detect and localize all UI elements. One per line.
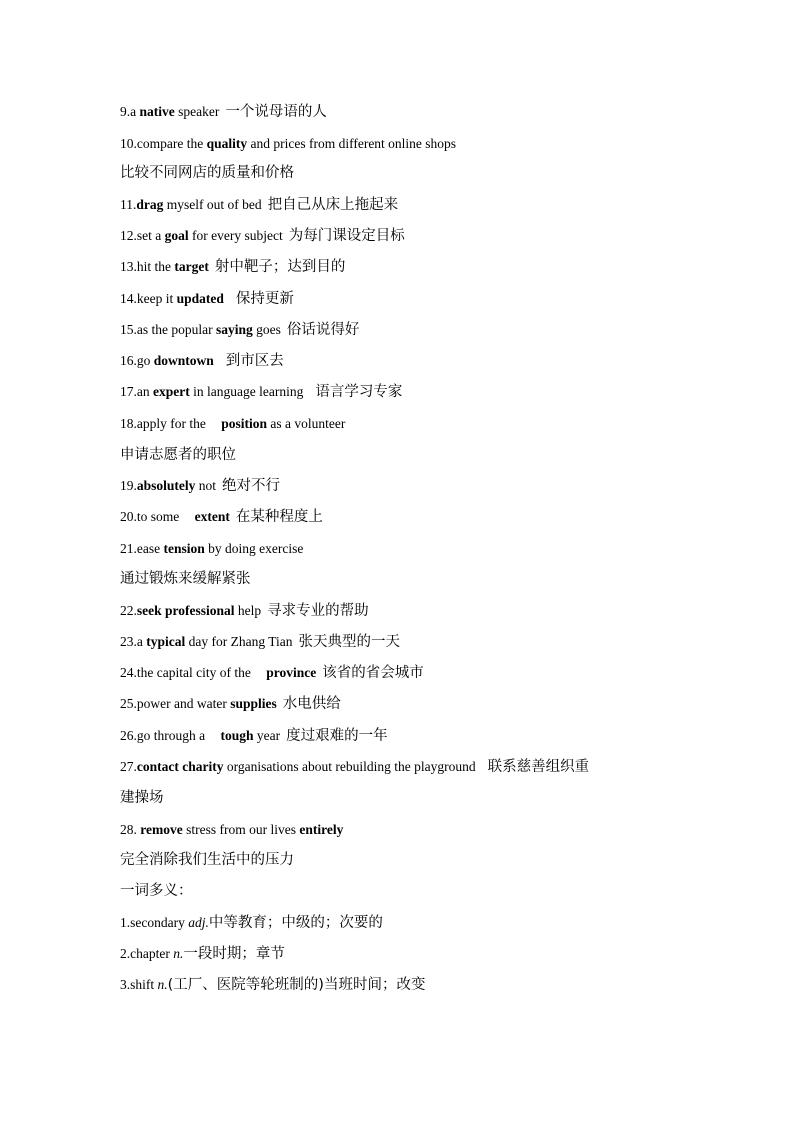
vocab-prefix: 27. — [120, 759, 137, 774]
vocab-keyword: contact charity — [136, 759, 224, 774]
vocab-translation: 俗话说得好 — [286, 322, 360, 338]
vocab-prefix: 21.ease — [120, 541, 164, 556]
vocab-item-11 — [120, 195, 720, 215]
vocab-item-22 — [120, 601, 720, 621]
vocab-keyword: remove — [140, 822, 183, 837]
vocab-keyword: downtown — [153, 353, 214, 368]
vocab-item-27 — [120, 757, 720, 777]
polysemy-section-title — [120, 881, 720, 901]
vocab-suffix: by doing exercise — [204, 541, 304, 556]
part-of-speech: adj. — [188, 915, 209, 930]
vocab-prefix: 28. — [120, 822, 141, 837]
vocab-translation: 该省的省会城市 — [322, 665, 424, 681]
vocab-item-23 — [120, 632, 720, 652]
vocab-translation: 在某种程度上 — [235, 509, 323, 525]
vocab-keyword: native — [139, 104, 175, 119]
vocab-keyword: quality — [206, 136, 248, 151]
vocab-keyword: expert — [153, 384, 190, 399]
vocab-keyword: position — [221, 416, 268, 431]
vocab-item-15 — [120, 320, 720, 340]
vocab-keyword: extent — [194, 509, 230, 524]
vocab-item-9 — [120, 102, 720, 122]
vocab-item-27-translation-cont — [120, 788, 720, 808]
vocab-suffix: stress from our lives — [182, 822, 300, 837]
vocab-translation: 完全消除我们生活中的压力 — [120, 852, 294, 868]
vocab-prefix: 9.a — [120, 104, 140, 119]
vocab-item-14 — [120, 289, 720, 309]
vocab-prefix: 14.keep it — [120, 291, 177, 306]
polysemy-word: 1.secondary — [120, 915, 189, 930]
vocab-suffix: and prices from different online shops — [247, 136, 457, 151]
polysemy-meaning: 一段时期；章节 — [183, 946, 285, 962]
part-of-speech: n. — [173, 946, 184, 961]
vocab-translation: 到市区去 — [225, 353, 284, 369]
vocab-suffix: day for Zhang Tian — [185, 634, 293, 649]
vocab-suffix: as a volunteer — [267, 416, 346, 431]
vocab-keyword: drag — [136, 197, 164, 212]
vocab-item-10-translation — [120, 163, 720, 183]
vocab-prefix: 12.set a — [120, 228, 165, 243]
vocab-keyword: target — [174, 259, 209, 274]
vocab-translation: 比较不同网店的质量和价格 — [120, 165, 294, 181]
vocab-translation: 联系慈善组织重 — [487, 759, 590, 775]
vocab-keyword: supplies — [230, 696, 277, 711]
vocab-item-26 — [120, 726, 720, 746]
vocab-translation: 申请志愿者的职位 — [120, 447, 236, 463]
vocab-translation: 保持更新 — [235, 291, 294, 307]
vocab-keyword: typical — [146, 634, 186, 649]
part-of-speech: n. — [157, 977, 168, 992]
vocab-item-19 — [120, 476, 720, 496]
polysemy-meaning: 中等教育；中级的；次要的 — [208, 915, 383, 931]
vocab-item-12 — [120, 226, 720, 246]
vocab-keyword: tough — [220, 728, 254, 743]
vocab-suffix: not — [195, 478, 217, 493]
vocab-prefix: 23.a — [120, 634, 147, 649]
vocab-suffix: speaker — [174, 104, 220, 119]
vocab-translation: 语言学习专家 — [315, 384, 403, 400]
vocab-prefix: 20.to some — [120, 509, 183, 524]
vocab-item-28-translation — [120, 850, 720, 870]
vocab-item-21-translation — [120, 569, 720, 589]
polysemy-item-2 — [120, 944, 720, 964]
vocab-keyword: saying — [215, 322, 253, 337]
vocab-prefix: 18.apply for the — [120, 416, 210, 431]
vocab-prefix: 25.power and water — [120, 696, 231, 711]
vocab-item-18 — [120, 414, 720, 434]
vocab-prefix: 22. — [120, 603, 137, 618]
vocab-translation: 度过艰难的一年 — [286, 728, 388, 744]
vocab-translation: 张天典型的一天 — [298, 634, 400, 650]
vocab-prefix: 10.compare the — [120, 136, 207, 151]
vocab-translation: 建操场 — [120, 790, 164, 806]
polysemy-item-3 — [120, 975, 720, 995]
vocab-keyword: absolutely — [136, 478, 196, 493]
vocab-prefix: 15.as the popular — [120, 322, 216, 337]
polysemy-word: 2.chapter — [120, 946, 174, 961]
vocab-keyword: updated — [176, 291, 224, 306]
vocab-keyword: province — [266, 665, 317, 680]
vocab-item-18-translation — [120, 445, 720, 465]
vocab-keyword: seek professional — [136, 603, 235, 618]
polysemy-item-1 — [120, 913, 720, 933]
vocab-prefix: 26.go through a — [120, 728, 209, 743]
vocab-prefix: 19. — [120, 478, 137, 493]
vocab-suffix: for every subject — [188, 228, 283, 243]
vocab-translation: 水电供给 — [282, 696, 341, 712]
vocab-keyword: goal — [164, 228, 189, 243]
vocab-prefix: 17.an — [120, 384, 153, 399]
vocab-translation: 为每门课设定目标 — [288, 228, 405, 244]
vocab-prefix: 16.go — [120, 353, 154, 368]
vocab-item-13 — [120, 257, 720, 277]
vocab-translation: 通过锻炼来缓解紧张 — [120, 571, 251, 587]
vocab-item-16 — [120, 351, 720, 371]
vocab-suffix: goes — [252, 322, 281, 337]
polysemy-word: 3.shift — [120, 977, 158, 992]
vocab-item-24 — [120, 663, 720, 683]
vocab-item-20 — [120, 507, 720, 527]
vocab-item-17 — [120, 382, 720, 402]
polysemy-meaning: (工厂、医院等轮班制的)当班时间；改变 — [167, 977, 426, 993]
vocab-item-25 — [120, 694, 720, 714]
vocab-translation: 射中靶子；达到目的 — [214, 259, 346, 275]
vocab-suffix: help — [234, 603, 262, 618]
vocab-suffix: organisations about rebuilding the playground — [223, 759, 476, 774]
section-heading: 一词多义： — [120, 883, 193, 899]
vocab-item-10 — [120, 134, 720, 154]
vocab-suffix: myself out of bed — [163, 197, 262, 212]
vocab-keyword: tension — [163, 541, 205, 556]
vocab-translation: 绝对不行 — [222, 478, 281, 494]
vocab-translation: 寻求专业的帮助 — [267, 603, 369, 619]
vocab-suffix: in language learning — [189, 384, 304, 399]
vocab-keyword: entirely — [299, 822, 344, 837]
vocab-item-28 — [120, 820, 720, 840]
vocab-translation: 把自己从床上拖起来 — [267, 197, 399, 213]
vocab-prefix: 13.hit the — [120, 259, 175, 274]
vocab-prefix: 11. — [120, 197, 137, 212]
vocab-suffix: year — [253, 728, 281, 743]
vocab-prefix: 24.the capital city of the — [120, 665, 255, 680]
vocab-item-21 — [120, 539, 720, 559]
vocab-translation: 一个说母语的人 — [225, 104, 327, 120]
